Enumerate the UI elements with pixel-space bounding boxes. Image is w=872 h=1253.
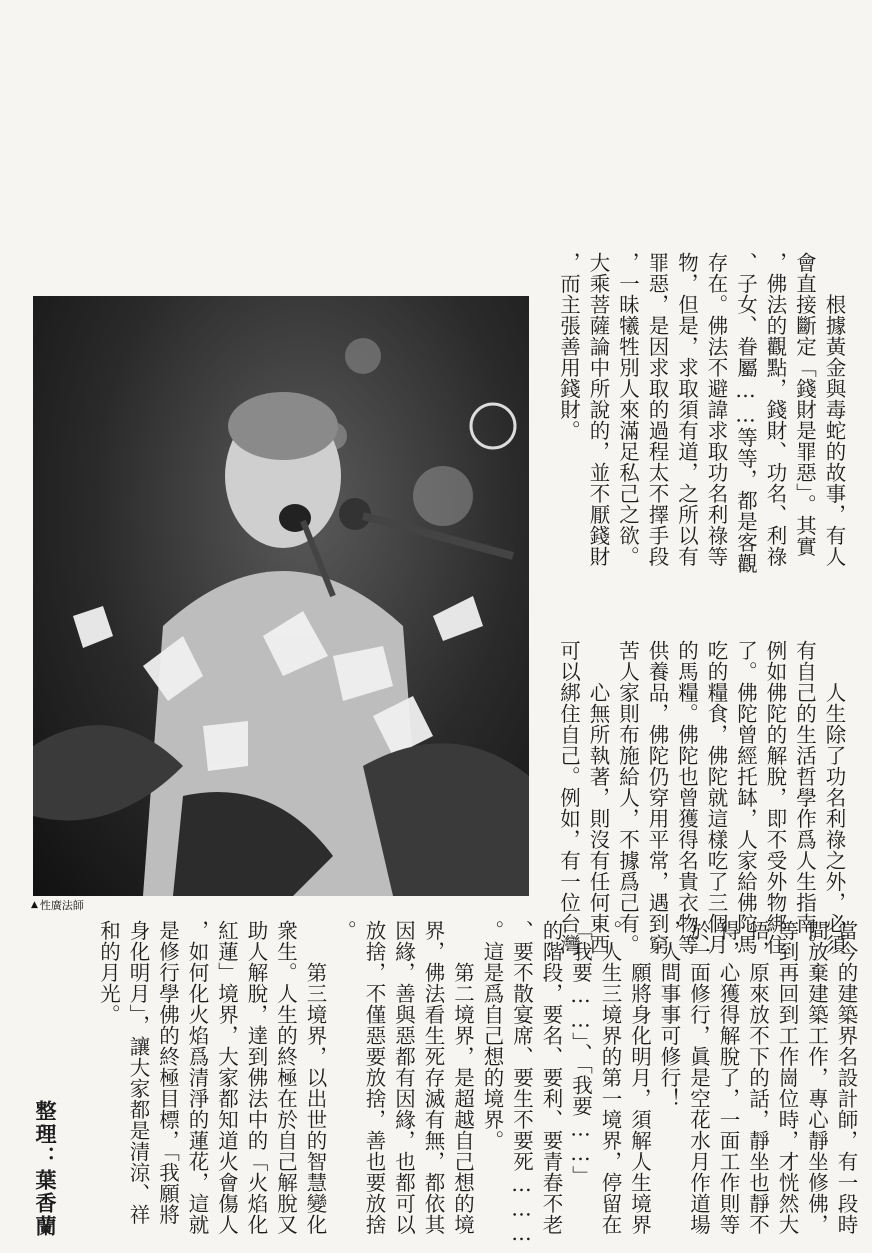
editor-byline: 整理：葉香蘭: [33, 1100, 57, 1238]
photo-caption: [31, 897, 84, 913]
photo-nun-speaking: [33, 296, 529, 896]
photo-image: [33, 296, 529, 896]
triangle-marker-icon: ▲: [31, 900, 38, 910]
caption-text: 性廣法師: [39, 899, 84, 912]
text-column-bottom: 當今的建築界名設計師，有一段時 間放棄建築工作，專心靜坐修佛， 等到再回到工作崗位時，才恍然大 悟，原來放不下的話，靜坐也靜不 得，心獲得解脫了，一面工作則等 於一面修行，眞是空花水月作道場 ，人間事事可修行！ 願將身化明月，須解人生境界 。人生三境界的第一境界，停留在 「我要……」、「我要……」 的階段，要名、要利、要青春不老 、要不散宴席、要生不要死……… 。這是爲自己想的境界。 第二境界，是超越自己想的境 界，佛法看生死存滅有無，都依其 因緣，善與惡都有因緣，也都可以 放捨，不僅惡要放捨，善也要放捨 。 第三境界，以出世的智慧變化 衆生。人生的終極在於自己解脫又 助人解脫，達到佛法中的「火焰化 紅蓮」境界，大家都知道火會傷人 ，如何化火焰爲清淨的蓮花，這就 是修行學佛的終極目標，「我願將 身化明月」，讓大家都是清涼、祥 和的月光。: [96, 920, 858, 1246]
text-column-top-right: 根據黃金與毒蛇的故事，有人 會直接斷定「錢財是罪惡」。其實 ，佛法的觀點，錢財、功名、利祿 、子女、眷屬……等等，都是客觀 存在。佛法不避諱求取功名利祿等 物，但是，求取須有道，之所以有 罪惡，是因求取的過程太不擇手段 ，一昧犧牲別人來滿足私己之欲。 大乘菩薩論中所說的，並不厭錢財 ，而主張善用錢財。: [556, 252, 846, 574]
text-column-middle-right: 人生除了功名利祿之外，必須 有自己的生活哲學作爲人生指南。 例如佛陀的解脫，即不受外物綁住 了。佛陀曾經托缽，人家給佛陀馬 吃的糧食，佛陀就這樣吃了三個月 的馬糧。佛陀也曾獲得名貴衣物等 供養品，佛陀仍穿用平常，遇到窮 苦人家則布施給人，不據爲己有。 心無所執著，則沒有任何東西 可以綁住自己。例如，有一位台灣: [556, 640, 846, 955]
